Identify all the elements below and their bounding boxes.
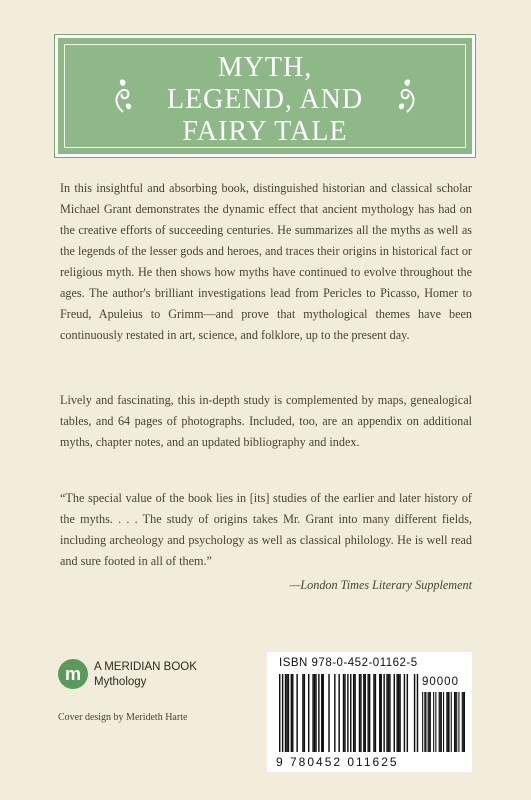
price-code: 90000 (422, 676, 459, 688)
barcode-bar (463, 692, 464, 752)
barcode-bar (446, 692, 447, 752)
right-flourish-icon (394, 76, 420, 116)
barcode-bar (422, 692, 423, 752)
barcode-bar (363, 674, 364, 752)
title-line-1: MYTH, (217, 52, 313, 83)
barcode-bar (435, 692, 436, 752)
barcode-bar (398, 674, 399, 752)
barcode-bar (407, 674, 408, 752)
publisher-category: Mythology (94, 676, 147, 688)
barcode-bar (302, 674, 303, 752)
barcode-bar (454, 692, 455, 752)
barcode-bar (389, 674, 390, 752)
barcode-bar (344, 674, 345, 752)
barcode-bar (430, 692, 431, 752)
barcode-bar (381, 674, 382, 752)
barcode-bar (285, 674, 286, 752)
barcode-bar (321, 674, 322, 752)
isbn-label: ISBN 978-0-452-01162-5 (279, 657, 418, 669)
barcode-bar (451, 692, 452, 752)
barcode-bar (439, 692, 440, 752)
barcode-bar (312, 674, 313, 752)
barcode-bar (373, 674, 374, 752)
meridian-logo-icon: m (58, 659, 88, 689)
barcode-bar (279, 674, 280, 752)
barcode-digits: 9 780452 011625 (276, 755, 399, 769)
barcode-bar (447, 692, 448, 752)
barcode-bar (314, 674, 315, 752)
barcode-bar (456, 692, 457, 752)
barcode-bar (417, 674, 418, 752)
barcode-bar (350, 674, 351, 752)
barcode-bar (462, 692, 463, 752)
barcode-bar (429, 692, 430, 752)
barcode-bar (424, 692, 425, 752)
barcode-bar (338, 674, 339, 752)
barcode-panel (267, 652, 472, 772)
barcode-bar (282, 674, 283, 752)
barcode-bar (440, 692, 441, 752)
barcode-bar (318, 674, 319, 752)
barcode-bar (455, 692, 456, 752)
barcode-bar (404, 674, 405, 752)
blurb-paragraph-1: In this insightful and absorbing book, distinguished historian and classical scholar Michael Grant demonstrates the dynamic effect that ancient mythology has had on the creative efforts of succeeding centuries. He summarizes all the myths as well as the legends of the lesser gods and heroes, and traces their origins in historical fact or religious myth. He then shows how myths have continued to evolve throughout the ages. The author's brilliant investigations lead from Pericles to Picasso, Homer to Freud, Apuleius to Grimm—and prove that mythological themes have been continuously restated in art, science, and folklore, up to the present day. (60, 181, 472, 342)
barcode-bar (353, 674, 354, 752)
barcode-bar (328, 674, 329, 752)
barcode-bar (315, 674, 316, 752)
barcode-bar (428, 692, 429, 752)
barcode-bar (359, 674, 360, 752)
barcode-bar (394, 674, 395, 752)
barcode-bar (367, 674, 368, 752)
barcode-bar (449, 692, 450, 752)
barcode-bar (323, 674, 324, 752)
barcode-bar (443, 692, 444, 752)
publisher-logo (58, 659, 258, 699)
barcode-bar (396, 674, 397, 752)
cover-design-credit: Cover design by Merideth Harte (58, 712, 188, 723)
barcode-bar (386, 674, 387, 752)
title-panel (55, 35, 475, 157)
barcode-bar (308, 674, 309, 752)
barcode-bar (425, 692, 426, 752)
barcode-bar (292, 674, 293, 752)
barcode-bar (433, 692, 434, 752)
title-line-3: FAIRY TALE (182, 116, 348, 147)
barcode-bar (414, 674, 415, 752)
barcode-bar (347, 674, 348, 752)
barcode-bar (379, 674, 380, 752)
title-line-2: LEGEND, AND (166, 84, 364, 115)
barcode-bar (375, 674, 376, 752)
barcode-bar (354, 674, 355, 752)
barcode-bar (369, 674, 370, 752)
barcode-bar (360, 674, 361, 752)
barcode-bar (291, 674, 292, 752)
review-quote: “The special value of the book lies in [its] studies of the earlier and later history of the myths. . . . The study of origins takes Mr. Grant into many different fields, including archeology and psychology as well as classical philology. He is well read and sure footed in all of them.” (60, 491, 472, 568)
barcode-bar (286, 674, 287, 752)
barcode-bar (296, 674, 297, 752)
barcode-bar (304, 674, 305, 752)
barcode-bar (383, 674, 384, 752)
barcode-bar (458, 692, 459, 752)
review-attribution: —London Times Literary Supplement (289, 578, 472, 592)
barcode-bar (365, 674, 366, 752)
barcode-icon (267, 652, 472, 772)
barcode-bar (441, 692, 442, 752)
left-flourish-icon (110, 76, 136, 116)
barcode-bar (388, 674, 389, 752)
barcode-bar (288, 674, 289, 752)
barcode-bar (334, 674, 335, 752)
barcode-bar (399, 674, 400, 752)
blurb-paragraph-2: Lively and fascinating, this in-depth study is complemented by maps, genealogical tables, and 64 pages of photographs. Included, too, are an appendix on additional myths, chapter notes, and an updated bibliography and index. (60, 393, 472, 449)
publisher-name: A MERIDIAN BOOK (94, 661, 197, 673)
barcode-bar (464, 692, 465, 752)
barcode-bar (343, 674, 344, 752)
